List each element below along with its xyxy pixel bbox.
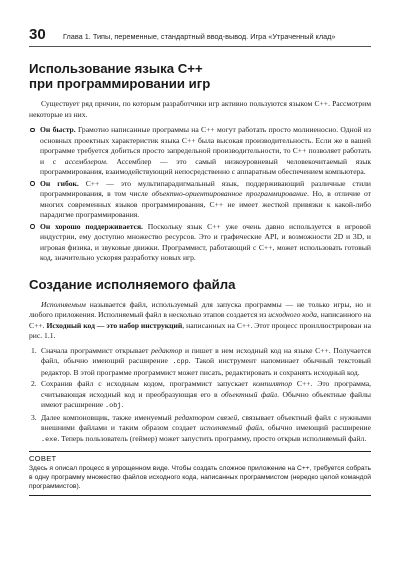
list-item: 3. Далее компоновщик, также именуемый редактором связей, связывает объектный файл с нужными внешними файлами и таким образом создает исполняемый файл, обычно имеющий расширение .exe. Теперь пользователь (геймер) может запустить программу, просто открыв исполняемый файл. <box>31 412 372 444</box>
section2-intro: Исполняемым называется файл, используемый для запуска программы — не только игры, но и любого приложения. Исполняемый файл в несколько этапов создается из исходного кода, написанного на С++. Исходный код — это набор инструкций, написанных на С++. Этот процесс проиллюстрирован на рис. 1.1. <box>29 299 372 340</box>
build-steps-list <box>29 346 371 446</box>
list-item: 2. Сохранив файл с исходным кодом, программист запускает компилятор С++. Это программа, считывающая исходный код и преобразующая его в объектный файл. Обычно объектные файлы имеют расширение .obj. <box>31 379 371 410</box>
advice-box <box>29 451 371 496</box>
section1-intro: Существует ряд причин, по которым разработчики игр активно пользуются языком С++. Рассмотрим некоторые из них. <box>29 99 371 119</box>
list-item: Он гибок. С++ — это мультипарадигмальный язык, поддерживающий различные стили программирования, в том числе объектно-ориентированное программирование. Но, в отличие от многих современных языков программирования, С++ не имеет жесткой привязки к какой-либо парадигме программирования. <box>29 179 371 221</box>
section-title-cpp-in-games: Использование языка С++ при программировании игр <box>29 61 211 91</box>
list-item: 1. Сначала программист открывает редактор и пишет в нем исходный код на языке С++. Получается файл, обычно имеющий расширение .cpp. Такой инструмент напоминает обычный текстовый редактор. В этой программе программист может писать, редактировать и сохранять исходный код. <box>31 345 371 377</box>
list-item: Он хорошо поддерживается. Поскольку язык С++ уже очень давно используется в игровой индустрии, ему доступно множество ресурсов. Это и графические API, и возможности 2D и 3D, и игровая физика, и звуковые движки. Программист, работающий с С++, может использовать готовый код, значительно ускоряя разработку новых игр. <box>29 222 371 264</box>
reasons-list <box>29 125 371 264</box>
advice-title: СОВЕТ <box>29 454 57 463</box>
section-title-executable: Создание исполняемого файла <box>29 276 236 292</box>
bullet-circle-icon <box>30 224 35 229</box>
bullet-circle-icon <box>30 181 35 186</box>
list-item: Он быстр. Грамотно написанные программы на С++ могут работать просто молниеносно. Одной из основных проектных характеристик языка С++ была высокая производительность. Если же в вашей программе требуется добиться просто запредельной производительности, то С++ позволяет работать и с ассемблером. Ассемблер — это самый низкоуровневый человекочитаемый язык программирования, взаимодействующий непосредственно с аппаратным обеспечением компьютера. <box>29 125 371 178</box>
advice-text: Здесь я описал процесс в упрощенном виде. Чтобы создать сложное приложение на С++, требуется собрать в одну программу множество файлов исходного кода, написанных программистом (нередко целой командой программистов). <box>29 465 371 491</box>
page-number: 30 <box>29 26 46 43</box>
running-head: Глава 1. Типы, переменные, стандартный ввод-вывод. Игра «Утраченный клад» <box>63 32 336 41</box>
bullet-circle-icon <box>30 128 35 133</box>
page-header <box>29 26 371 47</box>
